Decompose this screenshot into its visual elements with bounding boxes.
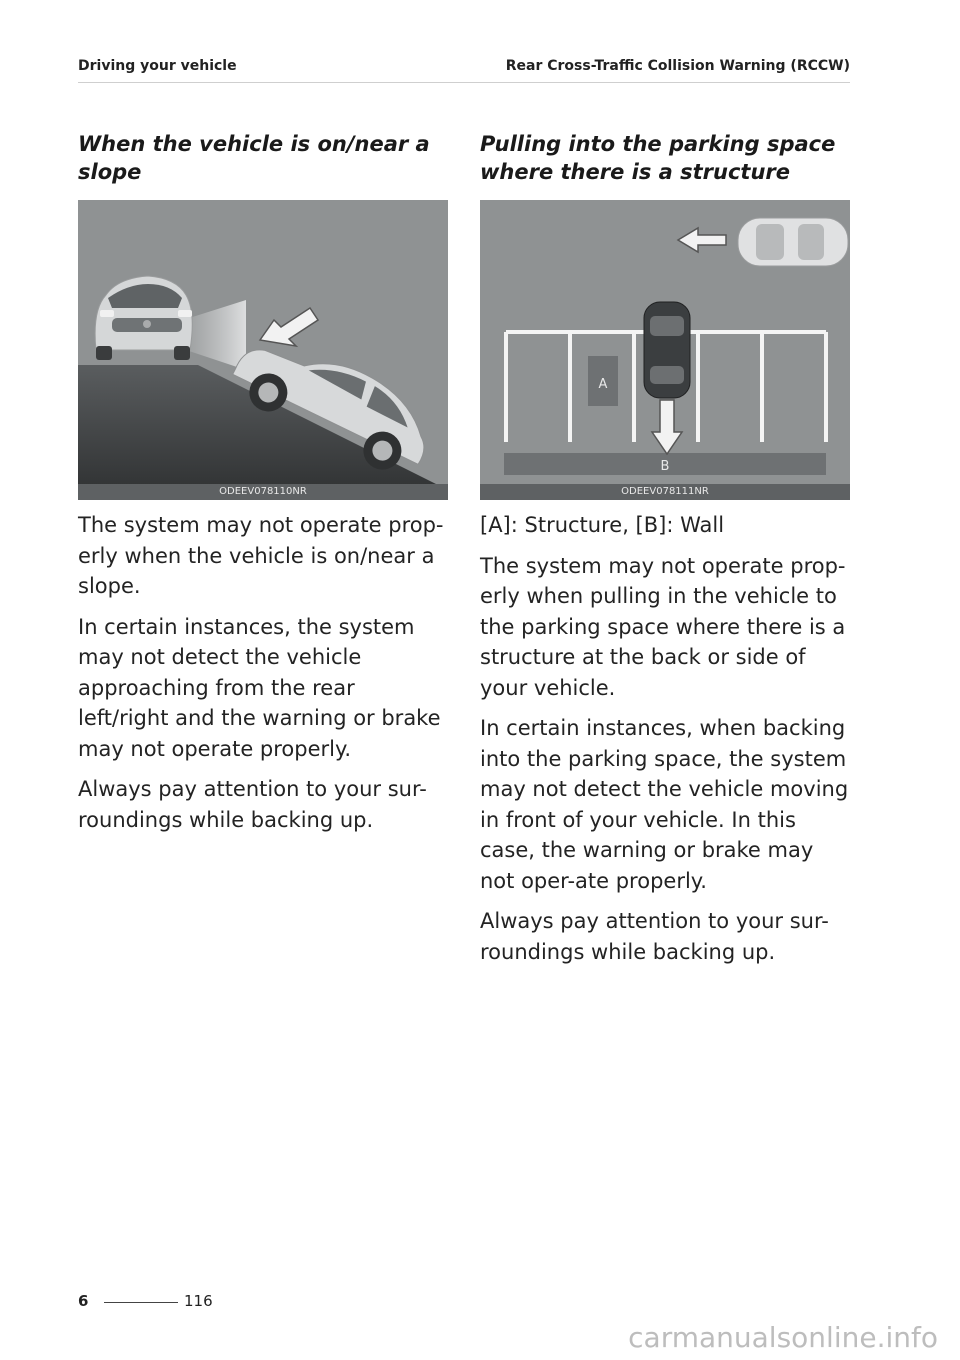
figure-code-left: ODEEV078110NR: [78, 484, 448, 500]
left-paragraph-2: In certain instances, the system may not detect the vehicle approaching from the rear left/right and the warning or brake may not operate properly.: [78, 614, 441, 761]
left-column: [78, 130, 448, 845]
header-section: Rear Cross-Traffic Collision Warning (RCCW): [505, 58, 850, 74]
footer-page-number: 116: [184, 1292, 213, 1310]
right-paragraph-4: Always pay attention to your sur-roundings while backing up.: [480, 909, 829, 964]
figure-code-right: ODEEV078111NR: [480, 484, 850, 500]
slope-scene-svg: [78, 200, 448, 500]
right-paragraph-1: [A]: Structure, [B]: Wall: [480, 513, 725, 537]
front-view-car: [95, 276, 192, 360]
left-arrow: [678, 228, 726, 252]
parking-illustration: [480, 200, 850, 500]
label-b: B: [660, 459, 670, 474]
slope-illustration: [78, 200, 448, 500]
direction-arrow: [260, 308, 318, 346]
right-paragraph-2: The system may not operate prop-erly when pulling in the vehicle to the parking space where there is a structure at the back or side of your vehicle.: [480, 553, 846, 700]
left-section-heading: When the vehicle is on/near a slope: [78, 132, 430, 184]
left-paragraph-1: The system may not operate prop-erly when the vehicle is on/near a slope.: [78, 513, 444, 598]
moving-car-top: [738, 218, 848, 266]
parking-scene-svg: [480, 200, 850, 500]
watermark: carmanualsonline.info: [628, 1321, 938, 1354]
sensor-beam: [183, 300, 246, 370]
label-a: A: [598, 377, 608, 392]
backing-car-top: [644, 302, 690, 398]
right-section-heading: Pulling into the parking space where there is a structure: [480, 132, 836, 184]
left-body-text: [78, 510, 448, 835]
right-body-text: [480, 510, 850, 967]
left-paragraph-3: Always pay attention to your sur-roundings while backing up.: [78, 777, 427, 832]
right-paragraph-3: In certain instances, when backing into the parking space, the system may not detect the vehicle moving in front of your vehicle. In this case, the warning or brake may not oper-ate properly.: [480, 716, 849, 893]
header-chapter: Driving your vehicle: [78, 58, 237, 74]
right-column: [480, 130, 850, 977]
down-arrow: [652, 400, 682, 454]
footer-chapter-number: 6: [78, 1292, 89, 1310]
header-rule: [78, 82, 850, 83]
footer-divider: [104, 1302, 178, 1303]
